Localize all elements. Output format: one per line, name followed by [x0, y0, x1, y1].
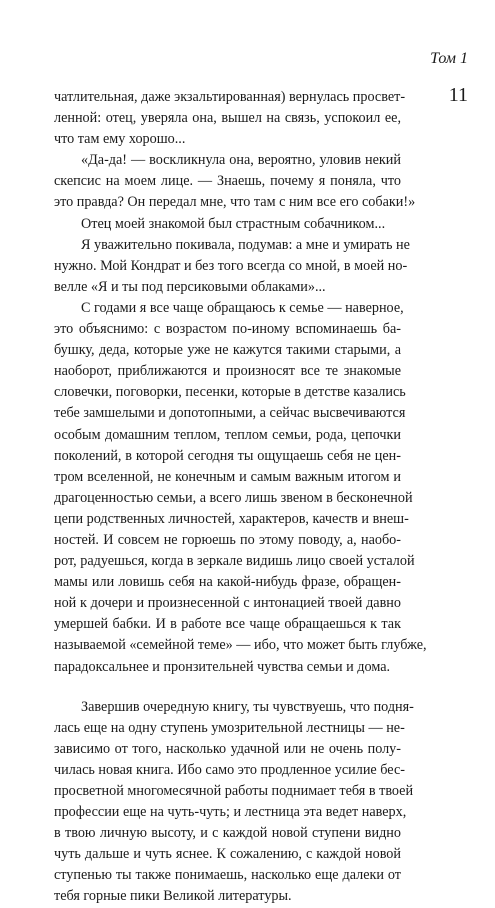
text-line: ностей. И совсем не горюешь по этому поводу, а, наобо- — [54, 531, 401, 548]
text-line: драгоценностью семьи, а всего лишь звеном в бесконечной — [54, 489, 413, 506]
body-text — [54, 87, 427, 908]
text-line: парадоксальнее и пронзительней чувства семьи и дома. — [54, 658, 391, 675]
text-line: чатлительная, даже экзальтированная) вернулась просвет- — [54, 89, 406, 105]
text-line: лась еще на одну ступень умозрительной лестницы — не- — [54, 719, 405, 736]
text-line: Отец моей знакомой был страстным собачником... — [81, 215, 386, 232]
text-line: что там ему хорошо... — [54, 131, 186, 148]
text-line: «Да-да! — воскликнула она, вероятно, уловив некий — [81, 152, 401, 169]
running-head: Том 1 — [430, 50, 468, 67]
text-line: умершей бабки. И в работе все чаще обращаешься к так — [54, 616, 401, 633]
text-line: особым домашним теплом, теплом семьи, рода, цепочки — [54, 426, 401, 443]
text-line: Завершив очередную книгу, ты чувствуешь, что подня- — [81, 698, 414, 715]
text-line: чилась новая книга. Ибо само это продленное усилие бес- — [54, 761, 405, 778]
text-line: Я уважительно покивала, подумав: а мне и умирать не — [81, 236, 410, 253]
text-line: ленной: отец, уверяла она, вышел на связь, успокоил ее, — [54, 110, 401, 127]
text-line: профессии еще на чуть-чуть; и лестница эта ведет наверх, — [54, 804, 407, 821]
text-line: зависимо от того, насколько удачной или не очень полу- — [54, 740, 401, 757]
text-line: в твою личную высоту, и с каждой новой ступени видно — [54, 825, 401, 842]
text-line: нужно. Мой Кондрат и без того всегда со мной, в моей но- — [54, 257, 408, 274]
text-line: рот, радуешься, когда в зеркале видишь лицо своей усталой — [54, 553, 415, 570]
text-line: чуть дальше и чуть яснее. К сожалению, с каждой новой — [54, 846, 401, 863]
text-line: это объяснимо: с возрастом по-иному вспоминаешь ба- — [54, 321, 401, 338]
text-line: просветной многомесячной работы поднимает тебя в твоей — [54, 783, 414, 799]
paragraph — [54, 697, 414, 908]
text-line: скепсис на моем лице. — Знаешь, почему я поняла, что — [54, 173, 401, 190]
paragraph — [54, 298, 427, 678]
paragraph — [54, 235, 410, 298]
text-line: тебе замшелыми и допотопными, а сейчас высвечиваются — [54, 405, 406, 422]
text-line: тебя горные пики Великой литературы. — [54, 888, 292, 905]
text-line: мамы или ловишь себя на какой-нибудь фразе, обращен- — [54, 574, 401, 591]
paragraph — [54, 87, 406, 150]
text-line: бушку, деда, которые уже не кажутся такими старыми, а — [54, 342, 401, 359]
text-line: велле «Я и ты под персиковыми облаками»... — [54, 278, 326, 295]
text-line: С годами я все чаще обращаюсь к семье — наверное, — [81, 299, 404, 316]
text-line: это правда? Он передал мне, что там с ним все его собаки!» — [54, 194, 416, 211]
text-line: словечки, поговорки, песенки, которые в детстве казались — [54, 384, 406, 401]
text-line: наоборот, приближаются и произносят все те знакомые — [54, 363, 401, 380]
paragraph — [54, 214, 401, 235]
text-line: поколений, в которой сегодня ты ощущаешь себя не цен- — [54, 447, 401, 464]
page-number: 11 — [448, 84, 468, 106]
text-line: тром вселенной, не конечным и самым важным итогом и — [54, 468, 401, 485]
text-line: ступенью ты также понимаешь, насколько еще далеки от — [54, 867, 401, 884]
text-line: ной к дочери и произнесенной с интонацией твоей давно — [54, 595, 401, 612]
text-line: называемой «семейной теме» — ибо, что может быть глубже, — [54, 637, 427, 654]
section-break — [54, 678, 401, 697]
paragraph — [54, 150, 416, 213]
text-line: цепи родственных личностей, характеров, качеств и внеш- — [54, 510, 409, 527]
